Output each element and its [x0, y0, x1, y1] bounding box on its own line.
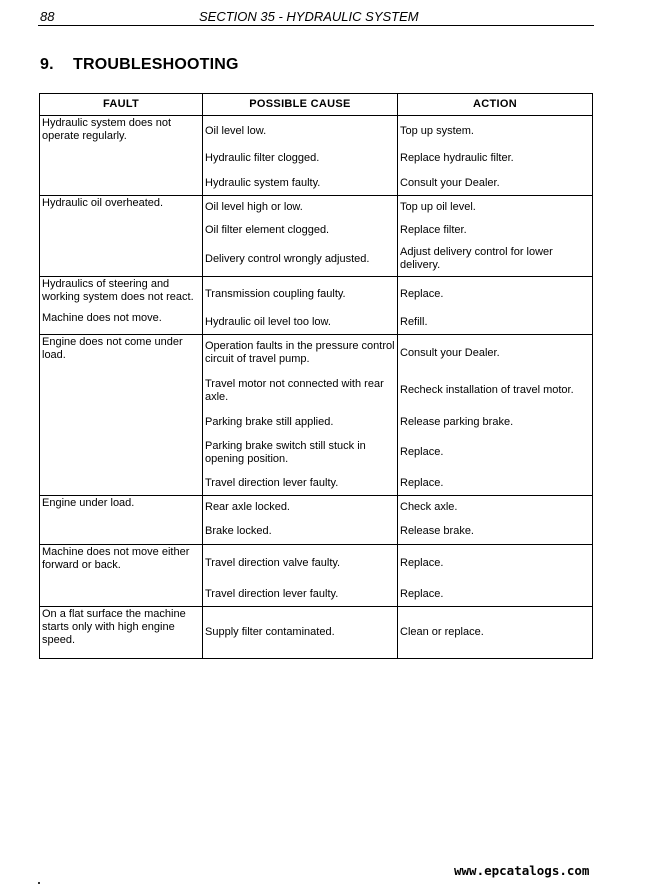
- fault-cell: [40, 582, 203, 607]
- action-cell: Replace.: [398, 582, 593, 607]
- table-row: [40, 496, 593, 520]
- table-row: [40, 218, 593, 242]
- action-cell: Consult your Dealer.: [398, 335, 593, 372]
- action-cell: Check axle.: [398, 496, 593, 520]
- table-row: [40, 582, 593, 607]
- cause-cell: Travel direction valve faulty.: [203, 545, 398, 583]
- table-row: [40, 607, 593, 659]
- cause-cell: Transmission coupling faulty.: [203, 277, 398, 312]
- fault-cell: [40, 410, 203, 434]
- column-header-action: ACTION: [398, 94, 593, 116]
- cause-cell: Parking brake still applied.: [203, 410, 398, 434]
- action-cell: Recheck installation of travel motor.: [398, 371, 593, 410]
- cause-cell: Hydraulic filter clogged.: [203, 146, 398, 171]
- fault-cell: Engine under load.: [40, 496, 203, 520]
- action-cell: Clean or replace.: [398, 607, 593, 659]
- action-cell: Top up system.: [398, 116, 593, 147]
- cause-cell: Travel direction lever faulty.: [203, 582, 398, 607]
- cause-cell: Hydraulic system faulty.: [203, 171, 398, 196]
- table-row: [40, 171, 593, 196]
- corner-mark: [38, 882, 40, 884]
- action-cell: Top up oil level.: [398, 196, 593, 219]
- section-title: SECTION 35 - HYDRAULIC SYSTEM: [199, 9, 419, 24]
- fault-cell: Hydraulic system does not operate regularly.: [40, 116, 203, 147]
- cause-cell: Travel motor not connected with rear axle.: [203, 371, 398, 410]
- cause-cell: Rear axle locked.: [203, 496, 398, 520]
- cause-cell: Supply filter contaminated.: [203, 607, 398, 659]
- table-row: [40, 371, 593, 410]
- heading-title: TROUBLESHOOTING: [73, 56, 239, 73]
- action-cell: Replace.: [398, 434, 593, 471]
- table-row: [40, 471, 593, 496]
- action-cell: Refill.: [398, 311, 593, 335]
- fault-cell: [40, 471, 203, 496]
- action-cell: Consult your Dealer.: [398, 171, 593, 196]
- fault-cell: Engine does not come under load.: [40, 335, 203, 372]
- table-row: [40, 277, 593, 312]
- cause-cell: Oil level high or low.: [203, 196, 398, 219]
- fault-cell: [40, 371, 203, 410]
- troubleshooting-table: [39, 93, 593, 659]
- action-cell: Release parking brake.: [398, 410, 593, 434]
- fault-cell: On a flat surface the machine starts only with high engine speed.: [40, 607, 203, 659]
- watermark: www.epcatalogs.com: [454, 863, 590, 878]
- table-row: [40, 146, 593, 171]
- action-cell: Replace.: [398, 471, 593, 496]
- page-number: 88: [40, 9, 55, 24]
- table-row: [40, 545, 593, 583]
- fault-cell: Machine does not move.: [40, 311, 203, 335]
- table-row: [40, 335, 593, 372]
- fault-cell: Hydraulic oil overheated.: [40, 196, 203, 219]
- cause-cell: Brake locked.: [203, 519, 398, 545]
- fault-cell: [40, 242, 203, 277]
- fault-cell: [40, 146, 203, 171]
- cause-cell: Travel direction lever faulty.: [203, 471, 398, 496]
- table-body: [40, 116, 593, 659]
- table-row: [40, 242, 593, 277]
- table-header-row: [40, 94, 593, 116]
- table-row: [40, 116, 593, 147]
- action-cell: Replace filter.: [398, 218, 593, 242]
- cause-cell: Parking brake switch still stuck in opening position.: [203, 434, 398, 471]
- action-cell: Replace.: [398, 545, 593, 583]
- cause-cell: Hydraulic oil level too low.: [203, 311, 398, 335]
- action-cell: Adjust delivery control for lower delivery.: [398, 242, 593, 277]
- cause-cell: Oil level low.: [203, 116, 398, 147]
- fault-cell: Hydraulics of steering and working system does not react.: [40, 277, 203, 312]
- fault-cell: Machine does not move either forward or back.: [40, 545, 203, 583]
- table-row: [40, 434, 593, 471]
- cause-cell: Operation faults in the pressure control circuit of travel pump.: [203, 335, 398, 372]
- fault-cell: [40, 519, 203, 545]
- column-header-fault: FAULT: [40, 94, 203, 116]
- cause-cell: Oil filter element clogged.: [203, 218, 398, 242]
- header-rule: [38, 25, 594, 26]
- cause-cell: Delivery control wrongly adjusted.: [203, 242, 398, 277]
- table-row: [40, 519, 593, 545]
- table-row: [40, 311, 593, 335]
- column-header-possible-cause: POSSIBLE CAUSE: [203, 94, 398, 116]
- heading-number: 9.: [40, 56, 54, 73]
- fault-cell: [40, 171, 203, 196]
- action-cell: Replace.: [398, 277, 593, 312]
- fault-cell: [40, 218, 203, 242]
- page-heading: [40, 56, 239, 74]
- table-row: [40, 410, 593, 434]
- action-cell: Replace hydraulic filter.: [398, 146, 593, 171]
- action-cell: Release brake.: [398, 519, 593, 545]
- fault-cell: [40, 434, 203, 471]
- table-row: [40, 196, 593, 219]
